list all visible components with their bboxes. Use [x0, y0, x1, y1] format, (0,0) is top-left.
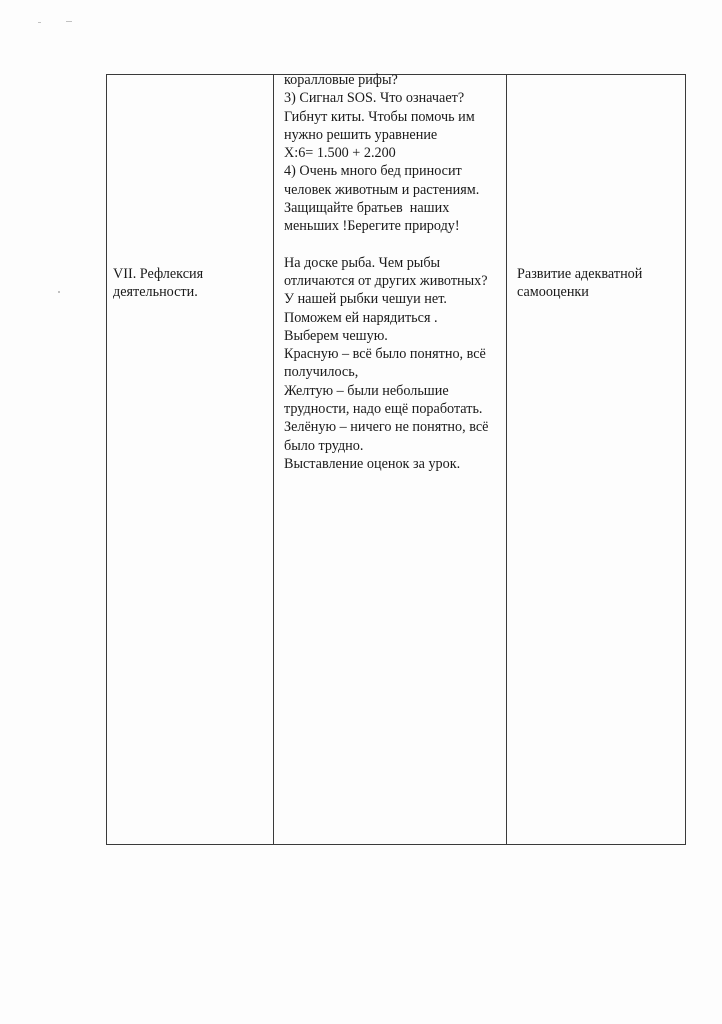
lesson-plan-table — [106, 74, 686, 845]
content-line: было трудно. — [284, 437, 364, 454]
content-line: Поможем ей нарядиться . — [284, 309, 438, 326]
stage-line: деятельности. — [113, 284, 198, 301]
content-line: получилось, — [284, 364, 359, 381]
content-line: отличаются от других животных? — [284, 272, 488, 289]
content-line: нужно решить уравнение — [284, 126, 438, 143]
content-cell — [284, 71, 506, 473]
goal-cell — [517, 265, 682, 302]
content-line: трудности, надо ещё поработать. — [284, 401, 483, 418]
scan-speck — [38, 22, 41, 23]
content-line: человек животным и растениям. — [284, 181, 480, 198]
paragraph-gap — [284, 236, 506, 254]
content-line: меньших !Берегите природу! — [284, 218, 460, 235]
content-line: У нашей рыбки чешуи нет. — [284, 291, 447, 308]
content-line: Желтую – были небольшие — [284, 382, 449, 399]
content-line: коралловые рифы? — [284, 72, 398, 88]
stage-line: VII. Рефлексия — [113, 266, 204, 282]
content-line: Защищайте братьев наших — [284, 200, 450, 217]
content-line: На доске рыба. Чем рыбы — [284, 254, 441, 271]
goal-line: самооценки — [517, 284, 589, 301]
goal-line: Развитие адекватной — [517, 266, 643, 282]
content-line: Красную – всё было понятно, всё — [284, 346, 486, 363]
column-divider — [273, 75, 274, 844]
content-line: Выставление оценок за урок. — [284, 455, 461, 472]
content-line: Выберем чешую. — [284, 327, 388, 344]
content-line: 3) Сигнал SOS. Что означает? — [284, 90, 465, 107]
column-divider — [506, 75, 507, 844]
content-line: 4) Очень много бед приносит — [284, 163, 462, 180]
content-line: Гибнут киты. Чтобы помочь им — [284, 108, 475, 125]
content-line: Зелёную – ничего не понятно, всё — [284, 419, 489, 436]
content-line: X:6= 1.500 + 2.200 — [284, 145, 396, 162]
stage-cell — [113, 265, 273, 302]
scan-speck — [58, 291, 60, 293]
scan-speck — [66, 21, 72, 22]
